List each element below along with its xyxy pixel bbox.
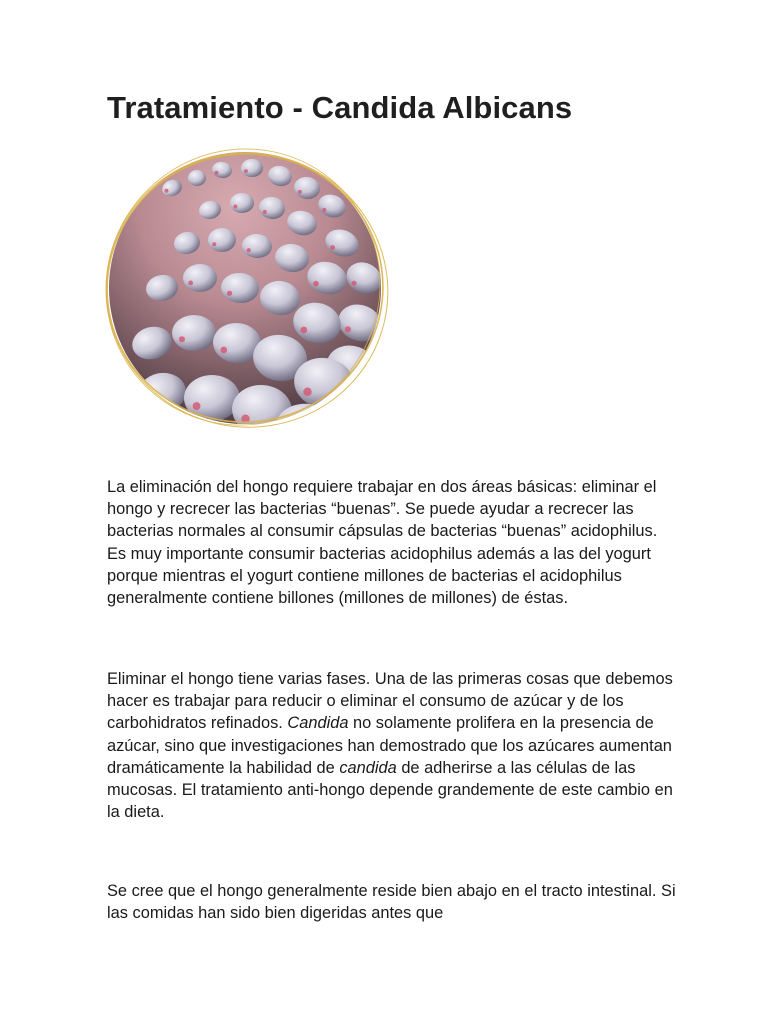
cell-shape — [334, 385, 398, 444]
cell-body — [183, 264, 217, 292]
cell-body — [230, 193, 254, 213]
paragraph-2-emphasis-2: candida — [339, 758, 397, 777]
paragraph-2-part-1: Eliminar el hongo tiene varias fases. Una de las primeras cosas que debemos hacer es trabajar para reducir o eliminar el consumo de azúcar y de los carbohidratos refinados. — [107, 670, 673, 733]
cell-shape — [184, 375, 240, 421]
cell-shape — [241, 159, 263, 177]
cell-body — [184, 375, 240, 421]
cell-bud-spot — [300, 327, 307, 334]
cell-bud-spot — [345, 326, 351, 332]
paragraph-2-part-2: no solamente prolifera en la presencia de azúcar, sino que investigaciones han demostrado que los azúcares aumentan dramáticamente la habilidad de — [107, 714, 672, 777]
cell-bud-spot — [263, 210, 267, 214]
cell-bud-spot — [165, 189, 169, 193]
cell-bud-spot — [212, 242, 216, 246]
cell-bud-spot — [330, 245, 335, 250]
cell-bud-spot — [233, 205, 237, 209]
cell-shape — [159, 418, 215, 444]
cell-bud-spot — [220, 347, 227, 354]
cell-bud-spot — [349, 423, 357, 431]
page-title: Tratamiento - Candida Albicans — [107, 90, 573, 125]
cell-shape — [183, 264, 217, 292]
cell-bud-spot — [313, 281, 319, 287]
candida-cells-image — [102, 148, 398, 444]
cell-shape — [208, 228, 236, 252]
cell-body — [172, 315, 216, 351]
paragraph-1: La eliminación del hongo requiere trabajar en dos áreas básicas: eliminar el hongo y recrecer las bacterias “buenas”. Se puede ayudar a recrecer las bacterias normales al consumir cápsulas de bacterias “buenas” acidophilus. Es muy importante consumir bacterias acidophilus además a las del yogurt porque mientras el yogurt contiene millones de bacterias el acidophilus generalmente contiene billones (millones de millones) de éstas. — [107, 478, 658, 608]
cell-bud-spot — [322, 208, 326, 212]
cell-bud-spot — [193, 402, 201, 410]
cell-body — [159, 418, 215, 444]
cell-bud-spot — [215, 171, 219, 175]
cell-bud-spot — [298, 190, 302, 194]
candida-illustration — [102, 148, 398, 444]
cell-body — [188, 170, 206, 186]
cell-bud-spot — [188, 281, 193, 286]
cell-bud-spot — [303, 388, 311, 396]
cell-bud-spot — [352, 281, 357, 286]
cell-body — [334, 385, 398, 444]
cell-body — [208, 228, 236, 252]
cell-bud-spot — [244, 169, 248, 173]
paragraph-2-part-3: de adherirse a las células de las mucosas. El tratamiento anti-hongo depende grandemente de este cambio en la dieta. — [107, 758, 673, 822]
paragraph-3: Se cree que el hongo generalmente reside bien abajo en el tracto intestinal. Si las comidas han sido bien digeridas antes que — [107, 882, 676, 923]
cell-shape — [188, 170, 206, 186]
cell-bud-spot — [179, 336, 185, 342]
cell-bud-spot — [247, 248, 251, 252]
cell-shape — [172, 315, 216, 351]
cell-shape — [230, 193, 254, 213]
paragraph-2-emphasis-1: Candida — [287, 714, 349, 733]
cell-bud-spot — [227, 291, 232, 296]
cell-body — [241, 159, 263, 177]
paragraph-2 — [107, 668, 677, 823]
